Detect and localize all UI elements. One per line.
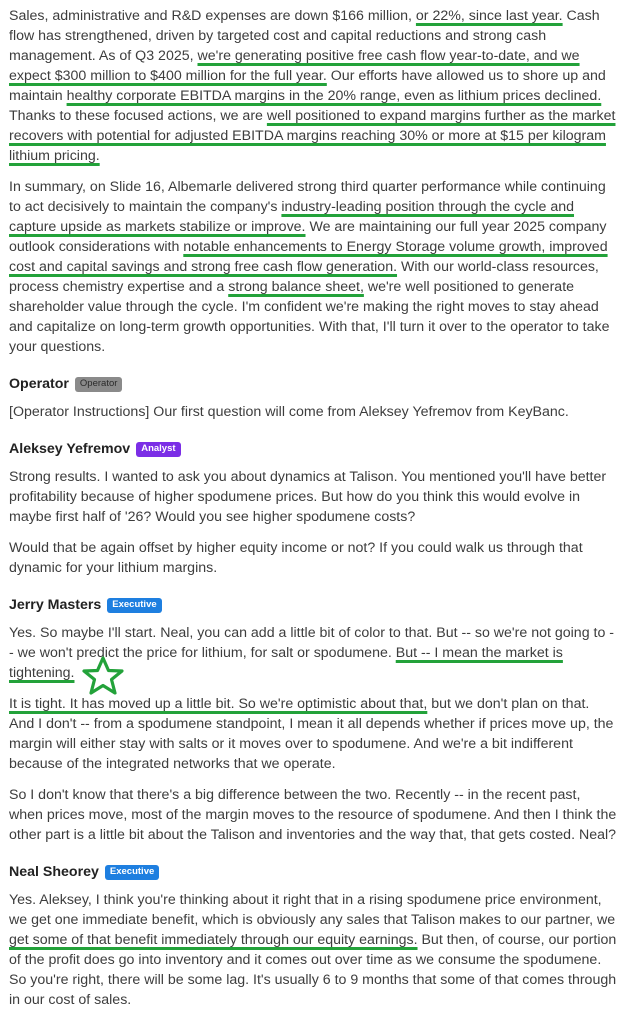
highlighted-text: notable enhancements to Energy Storage volume growth, improved cost and capital savings and strong free cash flow generation. [9, 239, 608, 275]
role-badge: Executive [107, 598, 161, 613]
text-segment: Strong results. I wanted to ask you about dynamics at Talison. You mentioned you'll have better profitability because of higher spodumene prices. But how do you think this would evolve in maybe first half of '26? Would you see higher spodumene costs? [9, 469, 607, 525]
text-segment: Our efforts have allowed us to shore up and maintain [9, 68, 606, 104]
highlighted-text: get some of that benefit immediately through our equity earnings. [9, 932, 418, 948]
speaker-name: Operator [9, 376, 69, 392]
highlighted-text: But -- I mean the market is tightening. [9, 645, 563, 681]
highlighted-text: strong balance sheet, [228, 279, 364, 295]
role-badge: Executive [105, 865, 159, 880]
highlighted-text: industry-leading position through the cycle and capture upside as markets stabilize or improve. [9, 199, 575, 235]
intro-paragraph [9, 177, 617, 357]
speaker-header [9, 440, 617, 458]
text-segment: but we don't plan on that. And I don't -- from a spodumene standpoint, I mean it all depends whether if prices move up, the margin will either stay with salts or it moves over to spodumene. And we're a bit indifferent because of the integrated networks that we operate. [9, 696, 614, 772]
highlighted-text: It is tight. It has moved up a little bit. So we're optimistic about that, [9, 696, 428, 712]
intro-paragraph [9, 6, 617, 166]
text-segment: Cash flow has strengthened, driven by targeted cost and capital reductions and strong cash management. As of Q3 2025, [9, 8, 600, 64]
speaker-name: Neal Sheorey [9, 864, 99, 880]
speaker-header [9, 596, 617, 614]
highlighted-text: healthy corporate EBITDA margins in the 20% range, even as lithium prices declined. [66, 88, 602, 104]
speech-paragraph [9, 890, 617, 1010]
speaker-header [9, 863, 617, 881]
text-segment: Sales, administrative and R&D expenses are down $166 million, [9, 8, 416, 24]
text-segment: Thanks to these focused actions, we are [9, 108, 267, 124]
text-segment: [Operator Instructions] Our first question will come from Aleksey Yefremov from KeyBanc. [9, 404, 569, 420]
transcript-content [9, 6, 617, 1021]
text-segment: Yes. So maybe I'll start. Neal, you can add a little bit of color to that. But -- so we're not going to -- we won't predict the price for lithium, for salt or spodumene. [9, 625, 615, 661]
text-segment: In summary, on Slide 16, Albemarle delivered strong third quarter performance while continuing to act decisively to maintain the company's [9, 179, 606, 215]
speech-paragraph [9, 402, 617, 422]
star-outline-icon [80, 655, 126, 697]
speaker-header [9, 375, 617, 393]
text-segment: But then, of course, our portion of the profit does go into inventory and it comes out over time as we consume the spodumene. So you're right, there will be some lag. It's usually 6 to 9 months that some of that comes through in our cost of sales. [9, 932, 617, 1008]
role-badge: Operator [75, 377, 123, 392]
text-segment: With our world-class resources, process chemistry expertise and a [9, 259, 599, 295]
text-segment: So I don't know that there's a big difference between the two. Recently -- in the recent past, when prices move, most of the margin moves to the resource of spodumene. And then I think the other part is a little bit about the Talison and inventories and the way that, that gets costed. Neal? [9, 787, 617, 843]
speaker-name: Aleksey Yefremov [9, 441, 131, 457]
text-segment: we're well positioned to generate shareholder value through the cycle. I'm confident we're making the right moves to stay ahead and capitalize on long-term growth opportunities. With that, I'll turn it over to the operator to take your questions. [9, 279, 610, 355]
text-segment: Would that be again offset by higher equity income or not? If you could walk us through that dynamic for your lithium margins. [9, 540, 583, 576]
role-badge: Analyst [136, 442, 180, 457]
speech-paragraph [9, 785, 617, 845]
speech-paragraph [9, 538, 617, 578]
highlighted-text: we're generating positive free cash flow year-to-date, and we expect $300 million to $400 million for the full year. [9, 48, 580, 84]
text-segment: We are maintaining our full year 2025 company outlook considerations with [9, 219, 607, 255]
speech-paragraph [9, 467, 617, 527]
speech-paragraph [9, 694, 617, 774]
highlighted-text: well positioned to expand margins further as the market recovers with potential for adjusted EBITDA margins reaching 30% or more at $15 per kilogram lithium pricing. [9, 108, 616, 164]
highlighted-text: or 22%, since last year. [415, 8, 563, 24]
speaker-name: Jerry Masters [9, 597, 102, 613]
text-segment: Yes. Aleksey, I think you're thinking about it right that in a rising spodumene price environment, we get one immediate benefit, which is obviously any sales that Talison makes to our partner, we [9, 892, 616, 928]
